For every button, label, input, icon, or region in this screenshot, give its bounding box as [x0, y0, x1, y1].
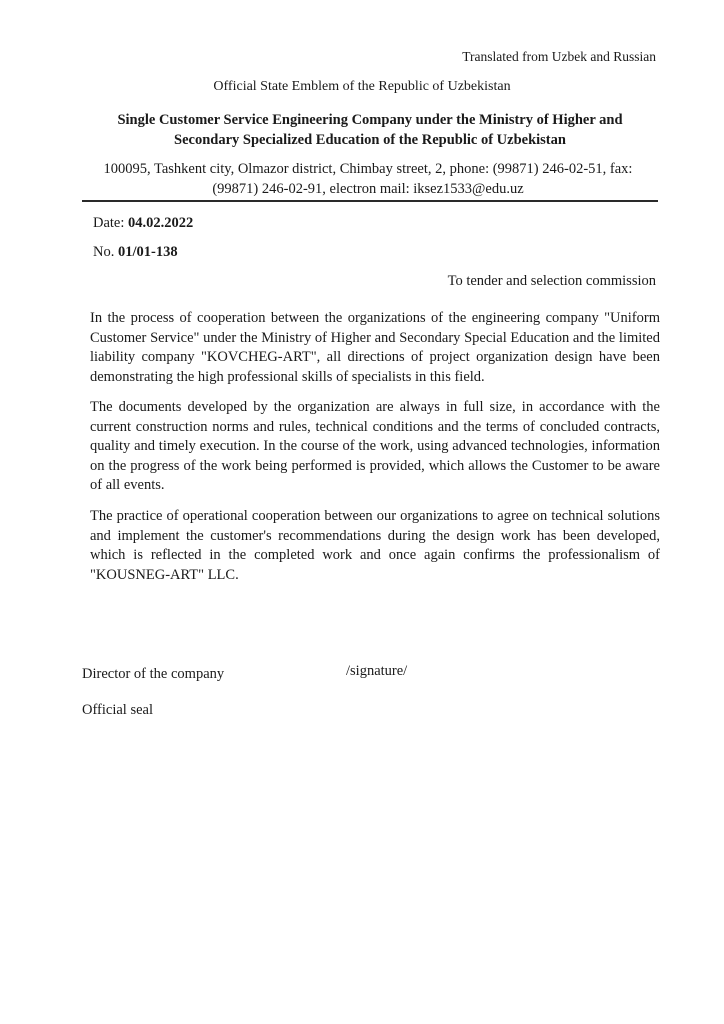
body-paragraph-1: In the process of cooperation between the organizations of the engineering company "Uniform Customer Service" under the Ministry of Higher and Secondary Special Education and the limited liability company "KOVCHEG-ART", all directions of project organization design have been demonstrating the high professional skills of specialists in this field.	[90, 310, 660, 385]
date-label: Date:	[93, 215, 129, 231]
seal-note: Official seal	[82, 702, 153, 718]
body-paragraph-2: The documents developed by the organization are always in full size, in accordance with the current construction norms and rules, technical conditions and the terms of concluded contracts, quality and timely execution. In the course of the work, using advanced technologies, information on the progress of the work being performed is provided, which allows the Customer to be aware of all events.	[90, 399, 660, 494]
date-value: 04.02.2022	[128, 215, 194, 231]
emblem-note: Official State Emblem of the Republic of Uzbekistan	[213, 79, 511, 94]
body-paragraph-3: The practice of operational cooperation between our organizations to agree on technical solutions and implement the customer's recommendations during the design work has been developed, which is reflected in the completed work and once again confirms the professionalism of "KOUSNEG-ART" LLC.	[90, 508, 660, 583]
header-divider	[82, 200, 658, 202]
organization-address: 100095, Tashkent city, Olmazor district, Chimbay street, 2, phone: (99871) 246-02-51, fax: (99871) 246-02-91, electron mail: iksez1533@edu.uz	[103, 161, 633, 197]
document-number-line	[93, 244, 178, 261]
organization-name: Single Customer Service Engineering Company under the Ministry of Higher and Secondary Specialized Education of the Republic of Uzbekistan	[117, 112, 623, 148]
signature-placeholder: /signature/	[346, 663, 408, 679]
director-title: Director of the company	[82, 666, 225, 682]
recipient: To tender and selection commission	[447, 273, 656, 289]
number-value: 01/01-138	[117, 244, 178, 260]
number-label: No.	[93, 244, 118, 260]
translation-note: Translated from Uzbek and Russian	[462, 49, 656, 64]
date-line	[93, 215, 193, 232]
